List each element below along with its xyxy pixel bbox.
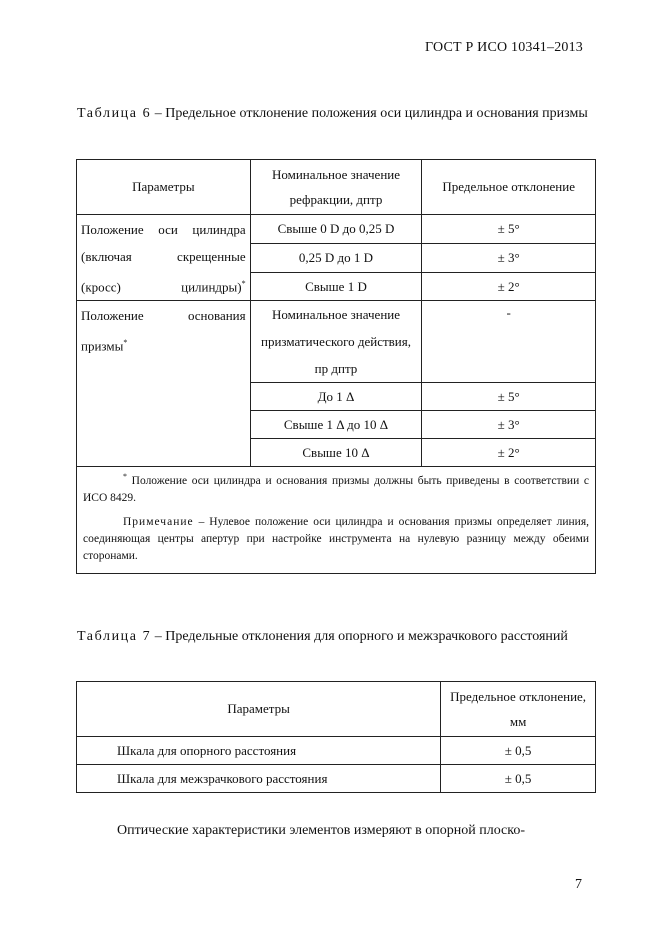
document-header: ГОСТ Р ИСО 10341–2013 [425,40,583,55]
table6-deviation-cell: ± 5° [422,383,596,411]
table6-footnote-text: Положение оси цилиндра и основания призмы должны быть приведены в соответствии с ИСО 8429. [83,475,589,505]
table7-deviation-cell: ± 0,5 [441,737,596,765]
table6-caption [77,101,597,126]
table-row [77,765,596,793]
footnote-mark: * [123,472,127,482]
table-row [77,301,596,383]
table6-deviation-cell: ± 3° [422,243,596,272]
body-paragraph: Оптические характеристики элементов измеряют в опорной плоско- [117,823,526,838]
table-6 [76,159,596,574]
table6-group2-subhead: Номинальное значение призматического действия, пр дптр [250,301,422,383]
table6-group1-param-text: Положение оси цилиндра (включая скрещенные (кросс) цилиндры) [81,222,246,295]
table6-caption-label: Таблица 6 [77,106,152,121]
table7-caption-label: Таблица 7 [77,629,152,644]
table6-footnote [83,471,589,507]
table7-head-deviation: Предельное отклонение, мм [441,682,596,737]
table6-note-text: – Нулевое положение оси цилиндра и основания призмы определяет линия, соединяющая центры апертур при настройке инструмента на нулевую разницу между обеими сторонами. [83,515,589,563]
table6-caption-text: – Предельное отклонение положения оси цилиндра и основания призмы [151,106,588,121]
footnote-mark: * [123,338,128,348]
table6-nominal-cell: 0,25 D до 1 D [250,243,422,272]
table6-nominal-cell: Свыше 1 D [250,272,422,301]
table7-head-params: Параметры [77,682,441,737]
table6-group2-subhead-deviation: - [422,301,596,383]
table6-note-label: Примечание [123,515,194,528]
table6-nominal-cell: Свыше 1 Δ до 10 Δ [250,411,422,439]
table6-notes-row [77,467,596,574]
table6-deviation-cell: ± 3° [422,411,596,439]
table6-notes [77,467,596,574]
table7-param-cell: Шкала для межзрачкового расстояния [77,765,441,793]
table6-nominal-cell: Свыше 10 Δ [250,439,422,467]
page-number: 7 [575,877,582,892]
table6-nominal-cell: До 1 Δ [250,383,422,411]
table-row [77,215,596,244]
table6-note [83,514,589,566]
table6-nominal-cell: Свыше 0 D до 0,25 D [250,215,422,244]
table7-caption-text: – Предельные отклонения для опорного и межзрачкового расстояний [151,629,568,644]
table6-group1-param [77,215,251,301]
table6-header-row [77,160,596,215]
table6-head-params: Параметры [77,160,251,215]
table-row [77,737,596,765]
table6-deviation-cell: ± 2° [422,272,596,301]
table6-group2-param-text: Положение основания призмы [81,308,246,354]
table6-head-nominal: Номинальное значение рефракции, дптр [250,160,422,215]
table7-deviation-cell: ± 0,5 [441,765,596,793]
table7-header-row [77,682,596,737]
table6-deviation-cell: ± 2° [422,439,596,467]
table6-group2-param [77,301,251,467]
table6-head-deviation: Предельное отклонение [422,160,596,215]
table7-param-cell: Шкала для опорного расстояния [77,737,441,765]
table-7 [76,681,596,793]
footnote-mark: * [241,279,246,288]
table7-caption [77,624,597,649]
table6-deviation-cell: ± 5° [422,215,596,244]
